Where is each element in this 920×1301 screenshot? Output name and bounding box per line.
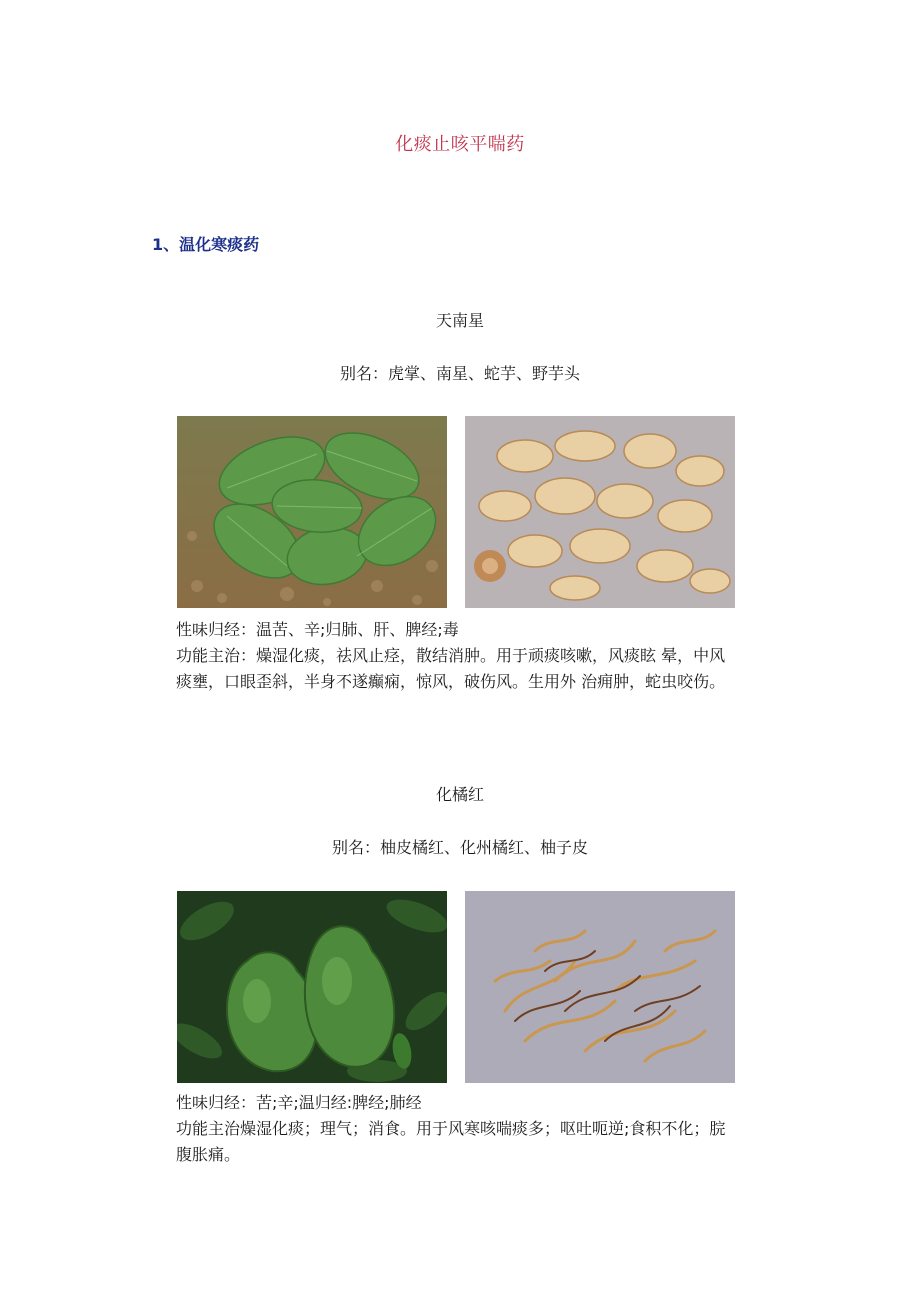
herb-functions: 功能主治燥湿化痰；理气；消食。用于风寒咳喘痰多；呕吐呃逆;食积不化；脘腹胀痛。 — [176, 1119, 726, 1164]
herb-alias: 别名：柚皮橘红、化州橘红、柚子皮 — [331, 838, 588, 857]
plant-leaves-photo — [177, 416, 447, 608]
section-heading: 1、温化寒痰药 — [152, 235, 260, 254]
herb-functions: 功能主治：燥湿化痰，祛风止痉，散结消肿。用于顽痰咳嗽，风痰眩 晕，中风痰壅，口眼歪斜，半身不遂癫痫，惊风，破伤风。生用外 治痈肿，蛇虫咬伤。 — [176, 646, 726, 691]
pomelo-fruit-photo — [177, 891, 447, 1083]
herb-properties: 性味归经：温苦、辛;归肺、肝、脾经;毒 — [176, 620, 459, 639]
herb-properties: 性味归经：苦;辛;温归经:脾经;肺经 — [176, 1093, 422, 1112]
herb-name: 天南星 — [435, 311, 484, 330]
dried-slices-photo — [465, 416, 735, 608]
herb-name: 化橘红 — [435, 785, 484, 804]
herb-description — [176, 617, 736, 695]
page-title: 化痰止咳平喘药 — [395, 134, 525, 155]
dried-peel-photo — [465, 891, 735, 1083]
herb-description — [176, 1090, 736, 1168]
herb-alias: 别名：虎掌、南星、蛇芋、野芋头 — [339, 364, 580, 383]
